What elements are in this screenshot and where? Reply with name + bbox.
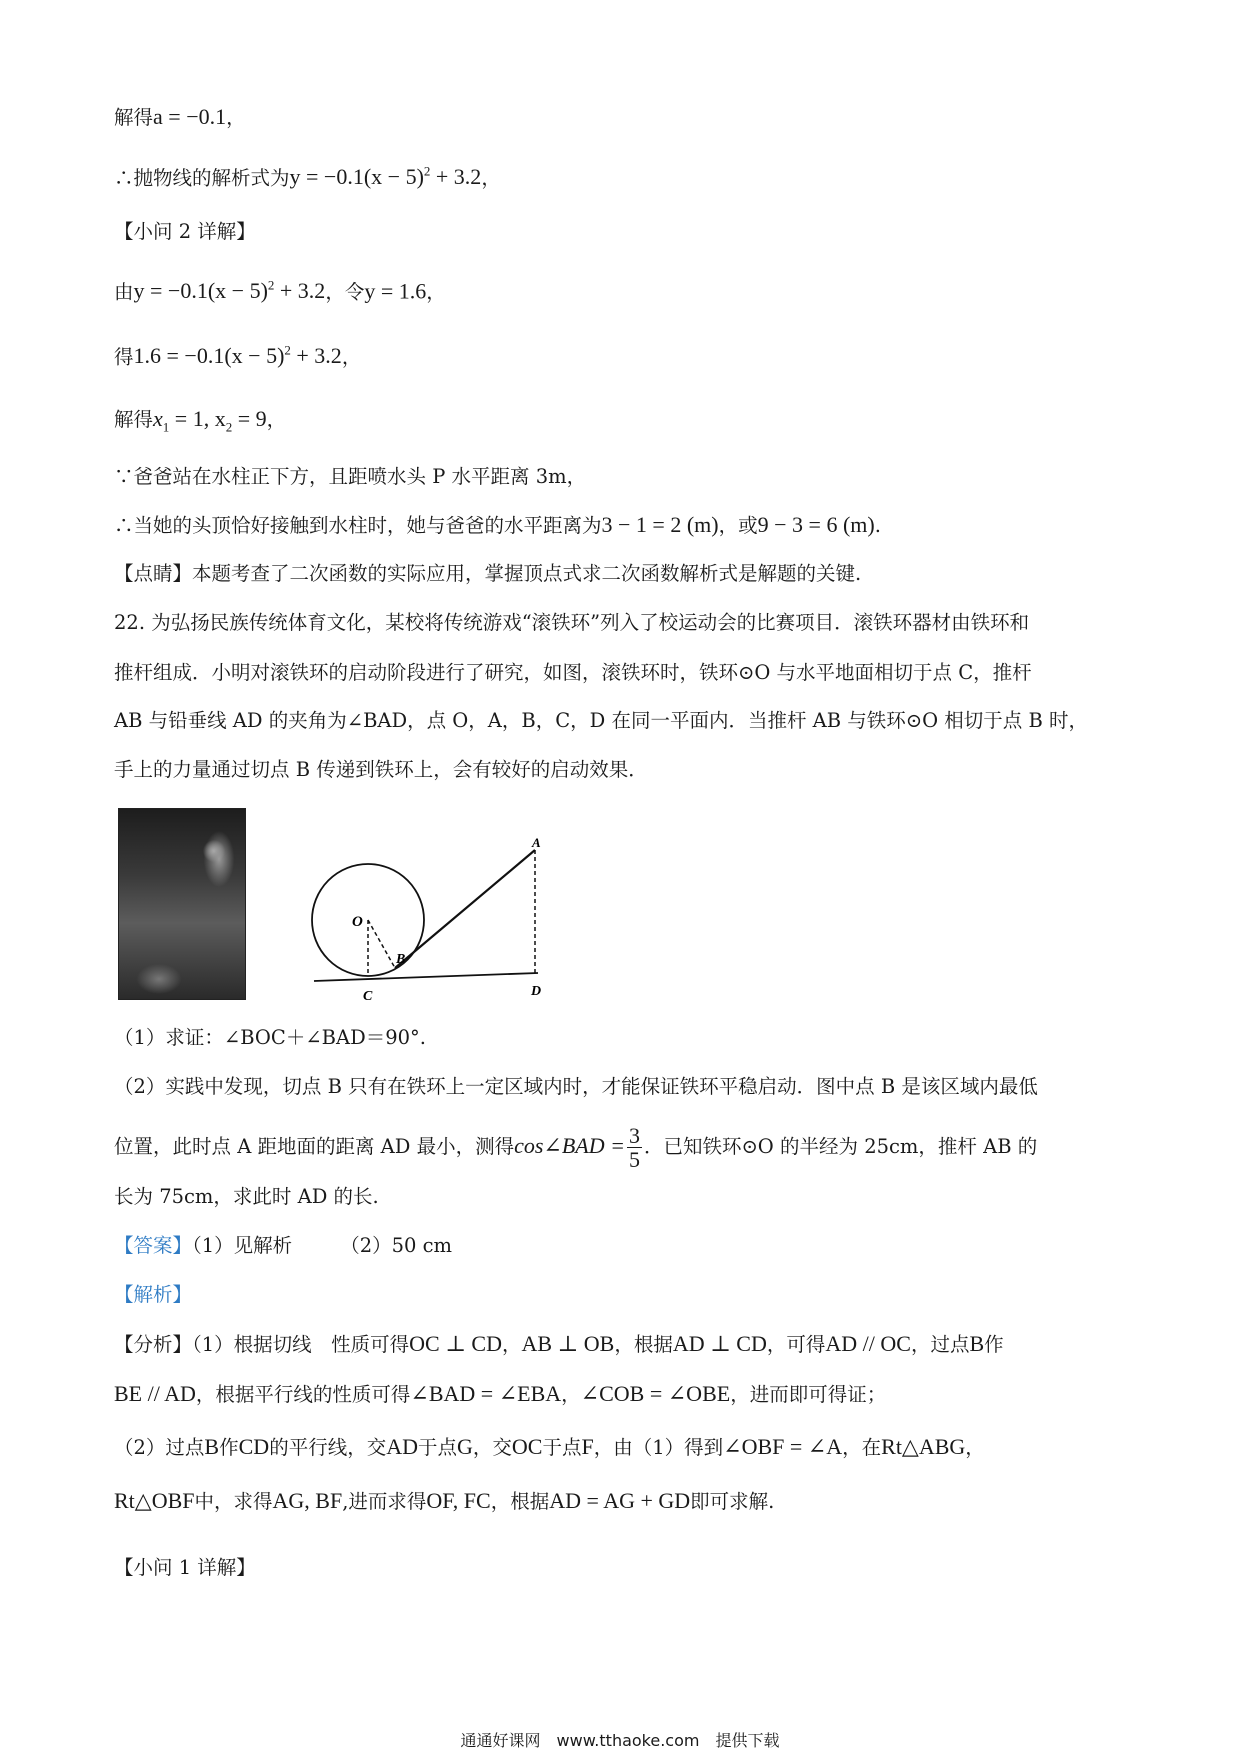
heading-subquestion-1: 【小问 1 详解】 [114, 1556, 256, 1579]
label-a: A [532, 835, 541, 850]
line-substitute: 得$1.6 = -0.1(x - 5)^2 + 3.2$， [114, 343, 362, 369]
analysis-line-3: （2）过点B作CD的平行线，交AD于点G，交OC于点F，由（1）得到∠OBF = ∠A，在Rt△ABG， [114, 1434, 985, 1459]
answer-line: 【答案】（1）见解析 （2）50 cm [114, 1234, 453, 1257]
analysis-line-2: BE // AD，根据平行线的性质可得∠BAD = ∠EBA，∠COB = ∠OBE，进而即可得证； [114, 1381, 887, 1406]
line-dad-position: ∵爸爸站在水柱正下方，且距喷水头 P 水平距离 3m， [114, 465, 587, 488]
label-o: O [352, 914, 363, 930]
footer-source: 通通好课网 www.tthaoke.com 提供下载 [460, 1731, 780, 1750]
problem-22-line-2: 推杆组成．小明对滚铁环的启动阶段进行了研究，如图，滚铁环时，铁环⊙O 与水平地面相切于点 C，推杆 [114, 661, 1032, 684]
answer-tag: 【答案】 [114, 1234, 193, 1257]
ground-line-cd [314, 973, 538, 981]
segment-ab [395, 850, 535, 968]
question-2-line-3: 长为 75cm，求此时 AD 的长. [114, 1185, 379, 1208]
problem-22-line-4: 手上的力量通过切点 B 传递到铁环上，会有较好的启动效果． [114, 758, 648, 781]
analysis-tag: 【解析】 [114, 1283, 193, 1306]
label-b: B [396, 952, 406, 967]
segment-ob [368, 920, 395, 968]
label-c: C [363, 989, 373, 1004]
problem-22-line-3: AB 与铅垂线 AD 的夹角为∠BAD，点 O，A，B，C，D 在同一平面内．当推杆 AB 与铁环⊙O 相切于点 B 时， [114, 709, 1089, 732]
line-roots: 解得$x_1 = 1$, $x_2 = 9$， [114, 406, 287, 435]
problem-22-line-1: 22. 为弘扬民族传统体育文化，某校将传统游戏“滚铁环”列入了校运动会的比赛项目．滚铁环器材由铁环和 [114, 611, 1030, 634]
line-solve-a: 解得a = −0.1， [114, 104, 246, 129]
parabola-equation: $y = -0.1(x - 5)^2 + 3.2$ [289, 164, 482, 190]
line-comment: 【点睛】本题考查了二次函数的实际应用，掌握顶点式求二次函数解析式是解题的关键. [114, 562, 862, 585]
question-2-line-2: 位置，此时点 A 距地面的距离 AD 最小，测得cos∠BAD = $\frac{3}{5}$ ．已知铁环⊙O 的半经为 25cm，推杆 AB 的 [114, 1123, 1038, 1173]
analysis-line-4: Rt△OBF中，求得AG, BF,进而求得OF, FC，根据AD = AG + GD即可求解. [114, 1488, 775, 1513]
line-distance: ∴当她的头顶恰好接触到水柱时，她与爸爸的水平距离为3 − 1 = 2 (m)，或9 − 3 = 6 (m). [114, 512, 881, 537]
fraction-3-5: $\frac{3}{5}$ [628, 1123, 640, 1173]
line-let-y: 由$y = -0.1(x - 5)^2 + 3.2$，令y = 1.6， [114, 278, 446, 304]
heading-subquestion-2: 【小问 2 详解】 [114, 220, 256, 243]
question-1: （1）求证：∠BOC＋∠BAD＝90°. [114, 1026, 426, 1049]
label-d: D [531, 984, 542, 999]
question-2-line-1: （2）实践中发现，切点 B 只有在铁环上一定区域内时，才能保证铁环平稳启动．图中点 B 是该区域内最低 [114, 1075, 1038, 1098]
geometry-figure [300, 810, 600, 1010]
photo-boy-rolling-hoop [118, 808, 246, 1000]
line-parabola-expression: ∴抛物线的解析式为$y = -0.1(x - 5)^2 + 3.2$， [114, 164, 501, 190]
equation-a: a = −0.1 [153, 104, 227, 129]
analysis-line-1: 【分析】（1）根据切线 性质可得OC ⊥ CD，AB ⊥ OB，根据AD ⊥ CD，可得AD // OC，过点B作 [114, 1331, 1004, 1356]
